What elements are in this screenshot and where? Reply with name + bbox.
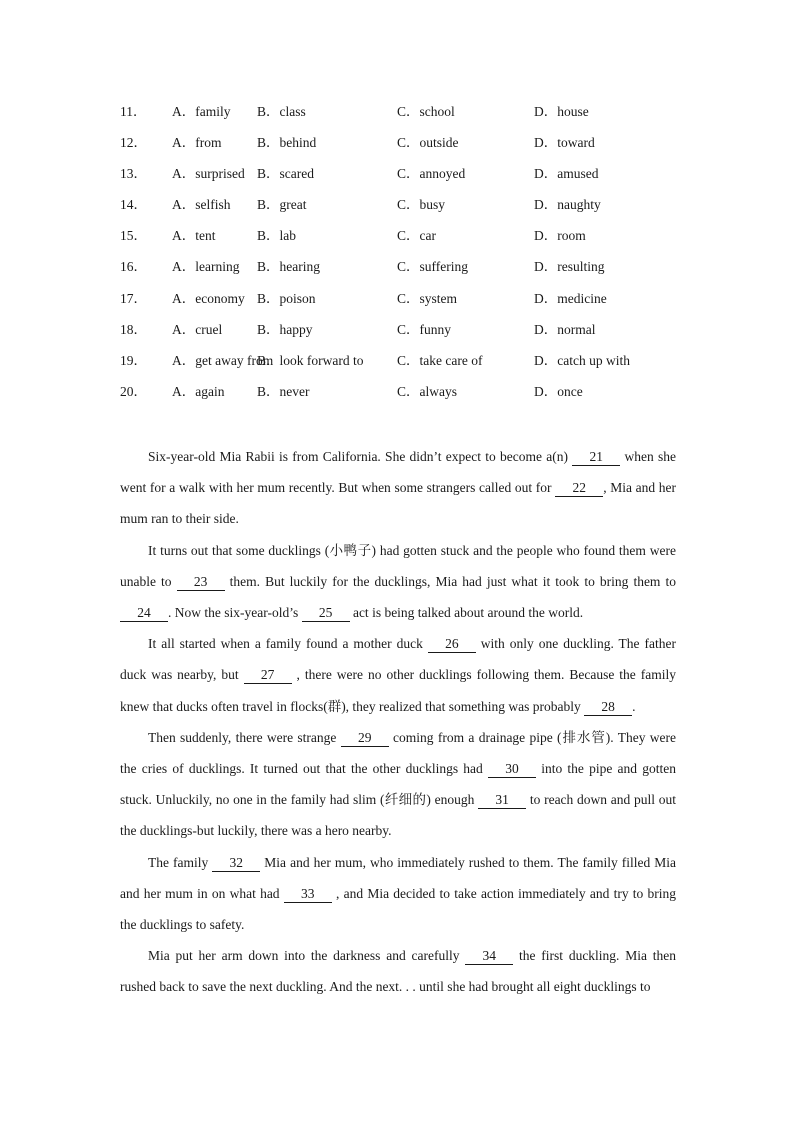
option-d: D．toward	[534, 135, 595, 151]
text: , there were no other ducklings following them. Because the family knew that ducks often travel in flocks(群), they realized that something was probably	[120, 667, 676, 714]
text: Six-year-old Mia Rabii is from California. She didn’t expect to become a(n)	[148, 449, 573, 464]
text: It turns out that some ducklings (小鸭子) had gotten stuck and the people who found them were unable to	[120, 542, 676, 589]
question-number: 12．	[120, 135, 147, 151]
option-b: B．poison	[257, 290, 316, 306]
option-c: C．system	[397, 290, 458, 306]
option-c: C．school	[397, 104, 455, 119]
option-d: D．resulting	[534, 259, 605, 275]
option-d: D．house	[534, 104, 589, 119]
option-a: A．from	[172, 135, 222, 151]
option-b: B．lab	[257, 228, 296, 244]
option-a: A．family	[172, 104, 231, 119]
blank-31: 31	[478, 792, 526, 809]
text: , and Mia decided to take action immediately and try to bring the ducklings to safety.	[120, 885, 677, 933]
question-number: 18．	[120, 321, 147, 337]
text: It all started when a family found a mother duck	[148, 636, 428, 652]
text: .	[632, 698, 636, 714]
question-number: 13．	[120, 166, 147, 182]
blank-22: 22	[555, 480, 603, 497]
text: with only one duckling. The father duck was nearby, but	[120, 636, 676, 683]
text: the first duckling. Mia then rushed back to save the next duckling. And the next. . . until she had brought all eight ducklings to	[120, 948, 676, 995]
option-c: C．outside	[397, 135, 459, 151]
text: , Mia and her mum ran to their side.	[120, 480, 676, 527]
answer-options	[120, 102, 720, 413]
option-c: C．car	[397, 228, 436, 244]
paragraph-1	[120, 441, 676, 535]
option-b: B．behind	[257, 135, 317, 151]
option-a: A．selfish	[172, 197, 231, 213]
question-16-options	[120, 257, 720, 288]
reading-passage	[120, 441, 676, 1003]
option-c: C．always	[397, 383, 457, 399]
text: when she went for a walk with her mum recently. But when some strangers called out for	[120, 449, 676, 496]
question-number: 14．	[120, 197, 147, 213]
blank-23: 23	[177, 574, 225, 591]
blank-25: 25	[302, 605, 350, 622]
question-number: 19．	[120, 352, 147, 368]
question-17-options	[120, 289, 720, 320]
option-a: A．get away from	[172, 352, 274, 368]
text: into the pipe and gotten stuck. Unluckily, no one in the family had slim (纤细的) enough	[120, 761, 676, 808]
blank-30: 30	[488, 761, 536, 778]
option-d: D．naughty	[534, 197, 601, 213]
option-d: D．normal	[534, 321, 596, 337]
blank-26: 26	[428, 636, 476, 653]
blank-33: 33	[284, 886, 332, 903]
question-14-options	[120, 195, 720, 226]
blank-32: 32	[212, 855, 260, 872]
blank-24: 24	[120, 605, 168, 622]
text: The family	[148, 854, 213, 870]
question-number: 15．	[120, 228, 147, 244]
blank-21: 21	[572, 449, 620, 466]
blank-34: 34	[465, 948, 513, 965]
option-b: B．never	[257, 383, 310, 399]
option-b: B．great	[257, 197, 307, 213]
option-b: B．look forward to	[257, 352, 364, 368]
blank-29: 29	[341, 730, 389, 747]
question-18-options	[120, 320, 720, 351]
option-c: C．take care of	[397, 352, 483, 368]
blank-28: 28	[584, 699, 632, 716]
question-11-options	[120, 102, 720, 133]
text: to reach down and pull out the ducklings-but luckily, there was a hero nearby.	[120, 792, 676, 839]
paragraph-2	[120, 535, 676, 629]
option-c: C．funny	[397, 321, 451, 337]
question-15-options	[120, 226, 720, 257]
option-c: C．busy	[397, 197, 446, 213]
paragraph-4	[120, 722, 676, 847]
option-c: C．annoyed	[397, 166, 466, 182]
paragraph-5	[120, 847, 676, 941]
text: . Now the six-year-old’s	[168, 605, 302, 621]
option-b: B．hearing	[257, 259, 320, 275]
blank-27: 27	[244, 667, 292, 684]
question-number: 17．	[120, 290, 147, 306]
option-d: D．amused	[534, 166, 599, 182]
option-b: B．happy	[257, 321, 313, 337]
option-d: D．medicine	[534, 290, 607, 306]
option-a: A．economy	[172, 290, 245, 306]
option-a: A．tent	[172, 228, 216, 244]
option-a: A．again	[172, 383, 225, 399]
text: Then suddenly, there were strange	[148, 729, 341, 745]
option-a: A．surprised	[172, 166, 245, 182]
option-d: D．once	[534, 383, 583, 399]
question-number: 20．	[120, 383, 147, 399]
text: Mia put her arm down into the darkness and carefully	[148, 948, 466, 964]
text: them. But luckily for the ducklings, Mia had just what it took to bring them to	[224, 573, 676, 589]
text: Mia and her mum, who immediately rushed to them. The family filled Mia and her mum in on what had	[120, 854, 676, 901]
option-d: D．room	[534, 228, 586, 244]
option-b: B．class	[257, 104, 306, 119]
question-12-options	[120, 133, 720, 164]
paragraph-6	[120, 940, 676, 1002]
option-a: A．learning	[172, 259, 240, 275]
text: act is being talked about around the world.	[349, 605, 584, 621]
question-number: 11．	[120, 104, 147, 119]
question-number: 16．	[120, 259, 147, 275]
question-19-options	[120, 351, 720, 382]
option-a: A．cruel	[172, 321, 223, 337]
option-c: C．suffering	[397, 259, 468, 275]
question-20-options	[120, 382, 720, 413]
text: coming from a drainage pipe (排水管). They were the cries of ducklings. It turned out that the other ducklings had	[120, 729, 676, 777]
question-13-options	[120, 164, 720, 195]
option-b: B．scared	[257, 166, 314, 182]
option-d: D．catch up with	[534, 352, 630, 368]
paragraph-3	[120, 628, 676, 722]
